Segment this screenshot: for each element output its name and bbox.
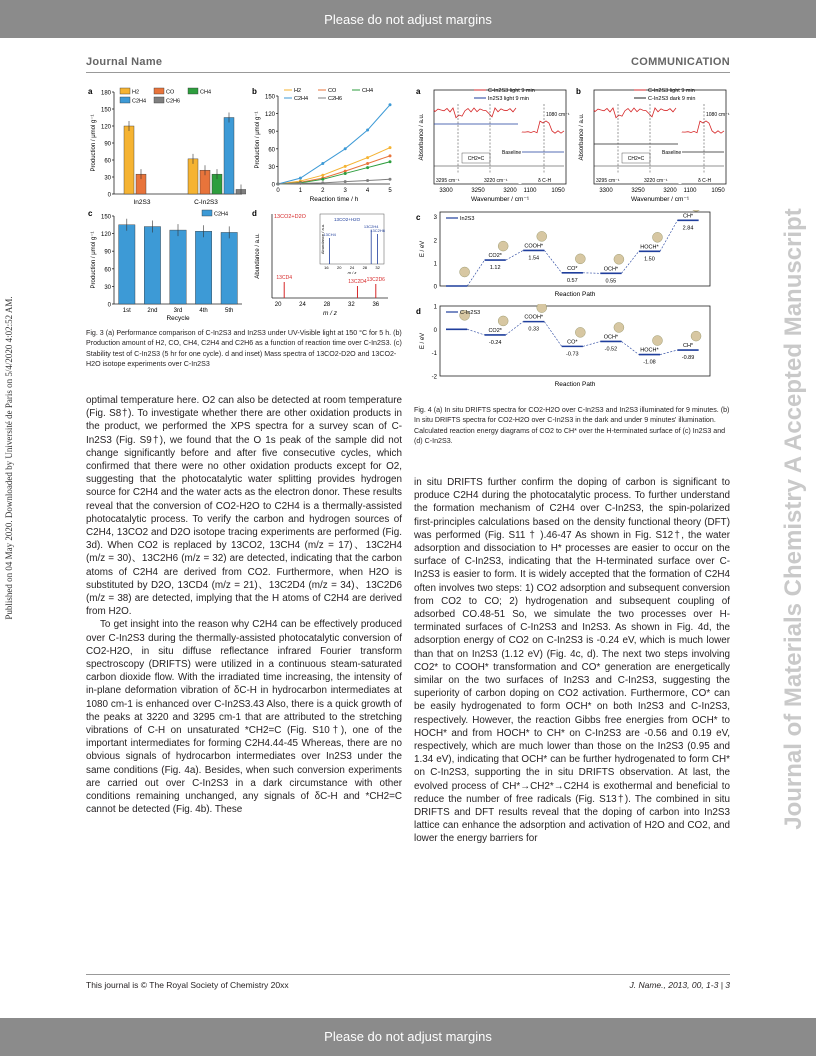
legend-swatch xyxy=(120,97,130,103)
annotation: 1080 cm⁻¹ xyxy=(706,112,730,118)
legend-swatch xyxy=(154,97,164,103)
state-label: CO2* xyxy=(488,253,502,260)
energy-value-label: 0.57 xyxy=(566,277,578,284)
state-label: HOCH* xyxy=(640,347,659,354)
y-tick-label: 3 xyxy=(433,215,437,222)
legend-label: CH4 xyxy=(362,88,374,94)
data-point xyxy=(389,103,392,106)
plot-frame xyxy=(434,90,566,184)
y-tick-label: 0 xyxy=(107,192,111,199)
state-label: CH* xyxy=(682,343,694,350)
energy-value-label: 1.54 xyxy=(528,255,540,262)
energy-connector xyxy=(583,341,600,346)
inset-x-tick-label: 24 xyxy=(349,265,355,270)
y-tick-label: 30 xyxy=(268,164,275,171)
spectrum-line xyxy=(434,124,564,152)
inset-x-tick-label: 28 xyxy=(362,265,368,270)
y-tick-label: 90 xyxy=(104,141,111,148)
spectrum-line xyxy=(522,121,564,133)
state-label: COOH* xyxy=(524,314,544,321)
y-tick-label: 90 xyxy=(268,129,275,136)
energy-value-label: -0.24 xyxy=(488,339,502,346)
x-axis-label: Reaction time / h xyxy=(309,196,359,203)
fig4-panel-a xyxy=(414,84,574,214)
fig3-panel-d xyxy=(250,206,400,324)
x-axis-label: Wavenumber / cm⁻¹ xyxy=(470,196,530,203)
legend-label: CO xyxy=(166,89,175,96)
left-paragraph: To get insight into the reason why C2H4 can be effectively produced over C-In2S3 during the thermally-assisted photocatalytic conversion of CO2-H2O, in situ diffuse reflectance infrared Fourier transform spectroscopy (DRIFTS) were utilized in a continuous steam-saturated carbon dioxide flow. With the irradiated time increasing, the intensity of in-plane deformation vibration of δC-H in hydrocarbon intermediates at 1080 cm-1 is enhanced over C-In2S3.43 Also, there is a quick growth of the peaks at 3220 and 3295 cm-1 that are attributed to the stretching vibrations of C-H on unsaturated *CH2=C (Fig. S10†), one of the important intermediates for forming C2H4.44-45 Whereas, there are no obvious signals of hydrocarbon intermediates over In2S3 under the same conditions (Fig. 4a). Besides, when such conversion experiments are carried out over C-In2S3 in a dark circumstance with other conditions remaining unchanged, any signals of δC-H and *CH2=C cannot be detected (Fig. 4b). These xyxy=(86,619,402,816)
plot-frame xyxy=(594,90,726,184)
inset-y-axis-label: Abundance / a.u. xyxy=(320,223,325,255)
peak-label: 13C2D6 xyxy=(366,277,385,283)
bar-C2H4 xyxy=(144,227,160,304)
energy-value-label: -0.52 xyxy=(604,346,618,353)
x-tick-label: 3300 xyxy=(439,188,453,194)
legend-label: C-In2S3 light 9 min xyxy=(648,88,695,94)
x-tick-label: 1 xyxy=(298,188,303,194)
x-axis-label: Reaction Path xyxy=(554,291,596,298)
y-axis-label: E / eV xyxy=(420,332,426,350)
right-column-text xyxy=(414,476,730,846)
annotation: 3220 cm⁻¹ xyxy=(644,178,668,184)
data-point xyxy=(277,183,280,186)
data-point xyxy=(321,162,324,165)
inset-peak-label: 13C2H4 xyxy=(363,224,379,229)
category-label: 1st xyxy=(122,308,131,314)
panel-label: b xyxy=(576,87,581,96)
energy-connector xyxy=(660,350,677,354)
legend-label: C-In2S3 dark 9 min xyxy=(648,96,696,102)
legend-label: C2H4 xyxy=(214,211,229,218)
state-label: HOCH* xyxy=(640,244,659,251)
legend-label: C2H6 xyxy=(328,96,343,102)
adsorbate-structure-icon xyxy=(498,316,508,326)
data-point xyxy=(366,179,369,182)
x-tick-label: 5 xyxy=(388,188,392,194)
x-tick-label: 32 xyxy=(348,302,355,308)
y-tick-label: -1 xyxy=(431,351,437,358)
energy-connector xyxy=(622,251,639,273)
header-rule xyxy=(86,72,730,73)
energy-connector xyxy=(506,322,523,335)
legend-label: CO xyxy=(328,88,337,94)
data-point xyxy=(366,129,369,132)
data-point xyxy=(299,177,302,180)
y-axis-label: E / eV xyxy=(420,240,426,258)
x-axis-label: m / z xyxy=(322,310,338,317)
y-tick-label: -2 xyxy=(431,374,437,381)
bar-C2H4 xyxy=(221,232,237,304)
fig3-panel-c xyxy=(86,206,246,324)
energy-value-label: 0.55 xyxy=(605,278,617,285)
annotation: CH2=C xyxy=(467,156,485,162)
x-tick-label: 1050 xyxy=(551,188,565,194)
annotation: 3295 cm⁻¹ xyxy=(596,178,620,184)
x-tick-label: 3250 xyxy=(471,188,485,194)
bar-C2H4 xyxy=(170,230,186,304)
panel-label: a xyxy=(88,87,93,96)
data-point xyxy=(299,182,302,185)
adsorbate-structure-icon xyxy=(575,254,585,264)
panel-label: c xyxy=(416,213,421,222)
adsorbate-structure-icon xyxy=(652,336,662,346)
top-margin-banner: Please do not adjust margins xyxy=(0,0,816,38)
annotation: δ C-H xyxy=(538,178,552,184)
energy-value-label: -0.89 xyxy=(681,355,695,362)
legend-label: C2H6 xyxy=(166,98,181,105)
x-tick-label: 1100 xyxy=(523,188,537,194)
panel-label: c xyxy=(88,209,93,218)
energy-value-label: 1.12 xyxy=(489,265,501,272)
y-tick-label: 2 xyxy=(433,238,437,245)
adsorbate-structure-icon xyxy=(537,304,547,313)
energy-value-label: 2.84 xyxy=(682,225,694,232)
y-tick-label: 0 xyxy=(271,182,275,189)
legend-label: CH4 xyxy=(200,89,212,96)
spectrum-line xyxy=(594,108,676,118)
footer-rule xyxy=(86,974,730,975)
adsorbate-structure-icon xyxy=(691,331,701,341)
x-tick-label: 3250 xyxy=(631,188,645,194)
data-point xyxy=(344,180,347,183)
fig3-panel-a xyxy=(86,84,246,206)
category-label: 5th xyxy=(225,308,234,314)
x-tick-label: 3200 xyxy=(663,188,677,194)
y-tick-label: 1 xyxy=(433,261,437,268)
y-tick-label: 150 xyxy=(100,214,111,221)
y-axis-label: Production / μmol g⁻¹ xyxy=(255,111,261,169)
section-header: COMMUNICATION xyxy=(630,56,730,68)
y-axis-label: Absorbance / a.u. xyxy=(419,113,425,161)
category-label: 4th xyxy=(199,308,208,314)
panel-label: d xyxy=(416,307,421,316)
legend-swatch xyxy=(120,88,130,94)
bar-H2 xyxy=(188,159,198,194)
data-point xyxy=(389,146,392,149)
x-tick-label: 20 xyxy=(274,302,282,308)
y-tick-label: 150 xyxy=(264,94,275,101)
x-tick-label: 24 xyxy=(299,302,306,308)
accepted-manuscript-watermark: Journal of Materials Chemistry A Accepted Manuscript xyxy=(780,208,807,830)
category-label: 3rd xyxy=(173,308,183,314)
energy-connector xyxy=(506,250,523,260)
x-axis-label: Reaction Path xyxy=(554,381,596,388)
y-axis-label: Abundance / a.u. xyxy=(255,233,261,279)
category-label: C-In2S3 xyxy=(194,199,218,206)
legend-label: C-In2S3 xyxy=(460,310,481,316)
x-tick-label: 3300 xyxy=(599,188,613,194)
legend-label: H2 xyxy=(132,89,140,96)
legend-label: H2 xyxy=(294,88,302,94)
right-paragraph: in situ DRIFTS further confirm the doping of carbon is significant to produce C2H4 during the photocatalytic process. To further understand the formation mechanism of C2H4 over C-In2S3, the spin-polarized first-principles calculations based on the density functional theory (DFT) was performed (Fig. S11 † ).46-47 As shown in Fig. S12†, the water adsorption and dissociation to H* processes are easier to occur on the surface of C-In2S3, indicating that the H-terminated surface over C-In2S3 is easier to form. It is widely accepted that the formation of C2H4 often involves two steps: 1) CO2 adsorption and subsequent conversion from CO2 to CO; 2) hydrogenation and subsequent coupling of adsorbed CO.48-51 So, we simulate the two processes over H-terminated surfaces of C-In2S3 and In2S3. As shown in Fig. 4d, the adsorption energy of CO2 on C-In2S3 is -0.24 eV, which is much lower than that on In2S3 (1.12 eV) (Fig. 4c, d). The next two steps involving CO2* to COOH* transformation and CO* generation are energetically similar on the two surfaces of In2S3 and C-In2S3, suggesting the superiority of carbon doping on CO2 activation. Furthermore, CO* can be easily hydrogenated to form OCH* on both In2S3 and C-In2S3, respectively. However, the reaction Gibbs free energies from OCH* to HOCH* and from HOCH* to CH* on C-In2S3 are -0.56 and 0.19 eV, respectively, which are much lower than those on the In2S3 (0.95 and 1.34 eV), indicating that OCH* can be further hydrogenated to form CH* on C-In2S3, supporting the in situ DRIFTS observation. At last, the evolved process of CH*→CH2*→C2H4 is exothermal and beneficial to reduce the number of free radicals (Fig. S13†). The combined in situ DRIFTS and DFT results reveal that the doping of carbon into In2S3 lattice can enhance the adsorption and activation of H2O and CO2, and lower the energy barriers for xyxy=(414,477,730,845)
state-label: COOH* xyxy=(524,243,544,250)
y-tick-label: 120 xyxy=(100,232,111,239)
y-tick-label: 30 xyxy=(104,175,111,182)
fig4-panel-c xyxy=(414,210,734,306)
energy-connector xyxy=(467,329,484,335)
inset-x-axis-label: m / z xyxy=(347,270,357,275)
data-point xyxy=(366,166,369,169)
state-label: CO* xyxy=(567,339,578,346)
y-tick-label: 30 xyxy=(104,284,111,291)
adsorbate-structure-icon xyxy=(575,327,585,337)
fig4-caption: Fig. 4 (a) In situ DRIFTS spectra for CO2-H2O over C-In2S3 and In2S3 illuminated for 9 minutes. (b) In situ DRIFTS spectra for CO2-H2O over C-In2S3 in the dark and under 9 minutes' illumination. Calculated reaction energy diagrams of CO2 to CH* over the H-terminated surface of (c) In2S3 and (d) C-In2S3. xyxy=(414,406,730,446)
y-tick-label: 60 xyxy=(104,267,111,274)
fig4-panel-b xyxy=(574,84,734,214)
plot-frame xyxy=(440,212,710,286)
y-tick-label: 90 xyxy=(104,249,111,256)
data-point xyxy=(344,165,347,168)
y-tick-label: 180 xyxy=(100,90,111,97)
energy-value-label: -0.73 xyxy=(566,351,579,358)
legend-label: C-In2S3 light 9 min xyxy=(488,88,535,94)
spectrum-line xyxy=(682,121,724,133)
x-tick-label: 36 xyxy=(372,302,380,308)
bar-H2 xyxy=(124,126,134,194)
legend-label: In2S3 light 9 min xyxy=(488,96,529,102)
y-tick-label: 120 xyxy=(100,124,111,131)
energy-connector xyxy=(544,250,561,272)
energy-value-label: 1.50 xyxy=(644,256,655,263)
data-point xyxy=(389,178,392,181)
y-axis-label: Production / μmol g⁻¹ xyxy=(91,114,97,172)
energy-connector xyxy=(660,220,677,251)
y-axis-label: Production / μmol g⁻¹ xyxy=(91,231,97,289)
inset-x-tick-label: 32 xyxy=(375,265,380,270)
bottom-margin-banner: Please do not adjust margins xyxy=(0,1018,816,1056)
panel-label: b xyxy=(252,87,257,96)
panel-label: d xyxy=(252,209,257,218)
data-point xyxy=(366,162,369,165)
y-tick-label: 0 xyxy=(433,284,437,291)
publication-side-note: Published on 04 May 2020. Downloaded by Université de Paris on 5/4/2020 4:02:52 AM. xyxy=(4,296,14,620)
y-tick-label: 1 xyxy=(433,304,437,311)
state-label: OCH* xyxy=(603,266,619,273)
x-tick-label: 2 xyxy=(321,188,325,194)
spectrum-line xyxy=(594,144,724,152)
x-tick-label: 4 xyxy=(365,188,370,194)
copyright-footer: This journal is © The Royal Society of Chemistry 20xx xyxy=(86,980,289,990)
annotation: Baseline xyxy=(662,150,682,156)
annotation: 1080 cm⁻¹ xyxy=(546,112,570,118)
annotation: 3220 cm⁻¹ xyxy=(484,178,508,184)
peak-label: 13C2D4 xyxy=(348,279,367,285)
data-point xyxy=(321,181,324,184)
state-label: OCH* xyxy=(603,334,619,341)
category-label: 2nd xyxy=(147,308,158,314)
journal-name-header: Journal Name xyxy=(86,56,163,68)
category-label: In2S3 xyxy=(133,199,151,206)
adsorbate-structure-icon xyxy=(614,322,624,332)
series-line-C2H4 xyxy=(278,105,390,184)
left-column-text xyxy=(86,394,402,817)
y-tick-label: 0 xyxy=(107,302,111,309)
x-axis-label: Wavenumber / cm⁻¹ xyxy=(630,196,690,203)
x-tick-label: 28 xyxy=(323,302,331,308)
bar-C2H4 xyxy=(224,118,234,195)
y-axis-label: Absorbance / a.u. xyxy=(579,113,585,161)
data-point xyxy=(321,178,324,181)
inset-x-tick-label: 20 xyxy=(336,265,342,270)
legend-swatch xyxy=(188,88,198,94)
data-point xyxy=(366,156,369,159)
state-label: CO* xyxy=(567,265,578,272)
annotation: 3295 cm⁻¹ xyxy=(436,178,460,184)
adsorbate-structure-icon xyxy=(498,241,508,251)
fig3-caption: Fig. 3 (a) Performance comparison of C-In2S3 and In2S3 under UV-Visible light at 150 °C for 5 h. (b) Production amount of H2, CO, CH4, C2H4 and C2H6 as a function of reaction time over C-In2S3. (c) Stability test of C-In2S3 (5 hr for one cycle). d and inset) Mass spectra of 13CO2-D2O and 13CO2-H2O isotope experiments over C-In2S3 xyxy=(86,329,402,369)
adsorbate-structure-icon xyxy=(537,231,547,241)
data-point xyxy=(344,147,347,150)
inset-legend-label: 13CO2+H2O xyxy=(334,217,361,222)
state-label: CH* xyxy=(682,213,694,220)
bar-C2H4 xyxy=(119,225,135,304)
adsorbate-structure-icon xyxy=(691,210,701,211)
energy-connector xyxy=(544,322,561,347)
energy-value-label: -1.08 xyxy=(643,359,656,366)
legend-label: C2H4 xyxy=(294,96,309,102)
fig3-panel-b xyxy=(250,84,400,206)
energy-connector xyxy=(467,260,484,286)
data-point xyxy=(344,172,347,175)
data-point xyxy=(389,160,392,163)
energy-value-label: 0.33 xyxy=(528,326,540,333)
data-point xyxy=(321,174,324,177)
legend-swatch xyxy=(154,88,164,94)
adsorbate-structure-icon xyxy=(460,267,470,277)
adsorbate-structure-icon xyxy=(614,254,624,264)
inset-x-tick-label: 16 xyxy=(324,265,329,270)
x-tick-label: 3200 xyxy=(503,188,517,194)
y-tick-label: 150 xyxy=(100,107,111,114)
y-tick-label: 60 xyxy=(104,158,111,165)
y-tick-label: 120 xyxy=(264,112,275,119)
bar-C2H4 xyxy=(195,231,211,304)
legend-label: 13CO2+D2O xyxy=(274,214,306,220)
legend-label: In2S3 xyxy=(460,216,475,222)
page-citation-footer: J. Name., 2013, 00, 1-3 | 3 xyxy=(629,980,730,990)
inset-peak-label: 13CH4 xyxy=(323,232,336,237)
adsorbate-structure-icon xyxy=(652,232,662,242)
y-tick-label: 0 xyxy=(433,327,437,334)
spectrum-line xyxy=(434,108,516,118)
fig4-panel-d xyxy=(414,304,734,396)
annotation: Baseline xyxy=(502,150,522,156)
y-tick-label: 60 xyxy=(268,147,275,154)
x-tick-label: 1100 xyxy=(683,188,697,194)
x-axis-label: Recycle xyxy=(166,315,190,322)
legend-label: C2H4 xyxy=(132,98,147,105)
energy-connector xyxy=(622,341,639,354)
annotation: CH2=C xyxy=(627,156,645,162)
x-tick-label: 1050 xyxy=(711,188,725,194)
data-point xyxy=(389,154,392,157)
peak-label: 13CD4 xyxy=(276,275,292,281)
x-tick-label: 3 xyxy=(343,188,347,194)
inset-peak-label: 13C2H6 xyxy=(370,228,385,233)
legend-swatch xyxy=(202,210,212,216)
panel-label: a xyxy=(416,87,421,96)
left-paragraph: optimal temperature here. O2 can also be detected at room temperature (Fig. S8†). To investigate whether there are other oxidation products in the product, we performed the XPS spectra for a survey scan of C-In2S3 (Fig. S9†), we found that the O 1s peak of the sample did not change significantly before and after five consecutive cycles, which confirmed that there were no other oxidation products except for O2, suggesting that the photocatalytic water splitting provides hydrogen source for C2H4 and the water acts as the electron donor. These results reveal that the conversion of CO2-H2O to C2H4 is a thermally-assisted photocatalytic process. To verify the carbon and hydrogen sources of C2H4, 13CO2 and D2O isotope tracing experiments are performed (Fig. 3d). When CO2 is replaced by 13CO2, 13CH4 (m/z = 17)、13C2H4 (m/z = 30)、13C2H6 (m/z = 32) are detected, indicating that the carbon atoms of C2H4 are derived from CO2. Furthermore, when H2O is substituted by D2O, 13CD4 (m/z = 21)、13C2D4 (m/z = 34)、13C2D6 (m/z = 38) are detected, implying that the H atoms of C2H4 are derived from H2O. xyxy=(86,395,402,618)
annotation: δ C-H xyxy=(698,178,712,184)
state-label: CO2* xyxy=(488,327,502,334)
x-tick-label: 0 xyxy=(276,188,280,194)
